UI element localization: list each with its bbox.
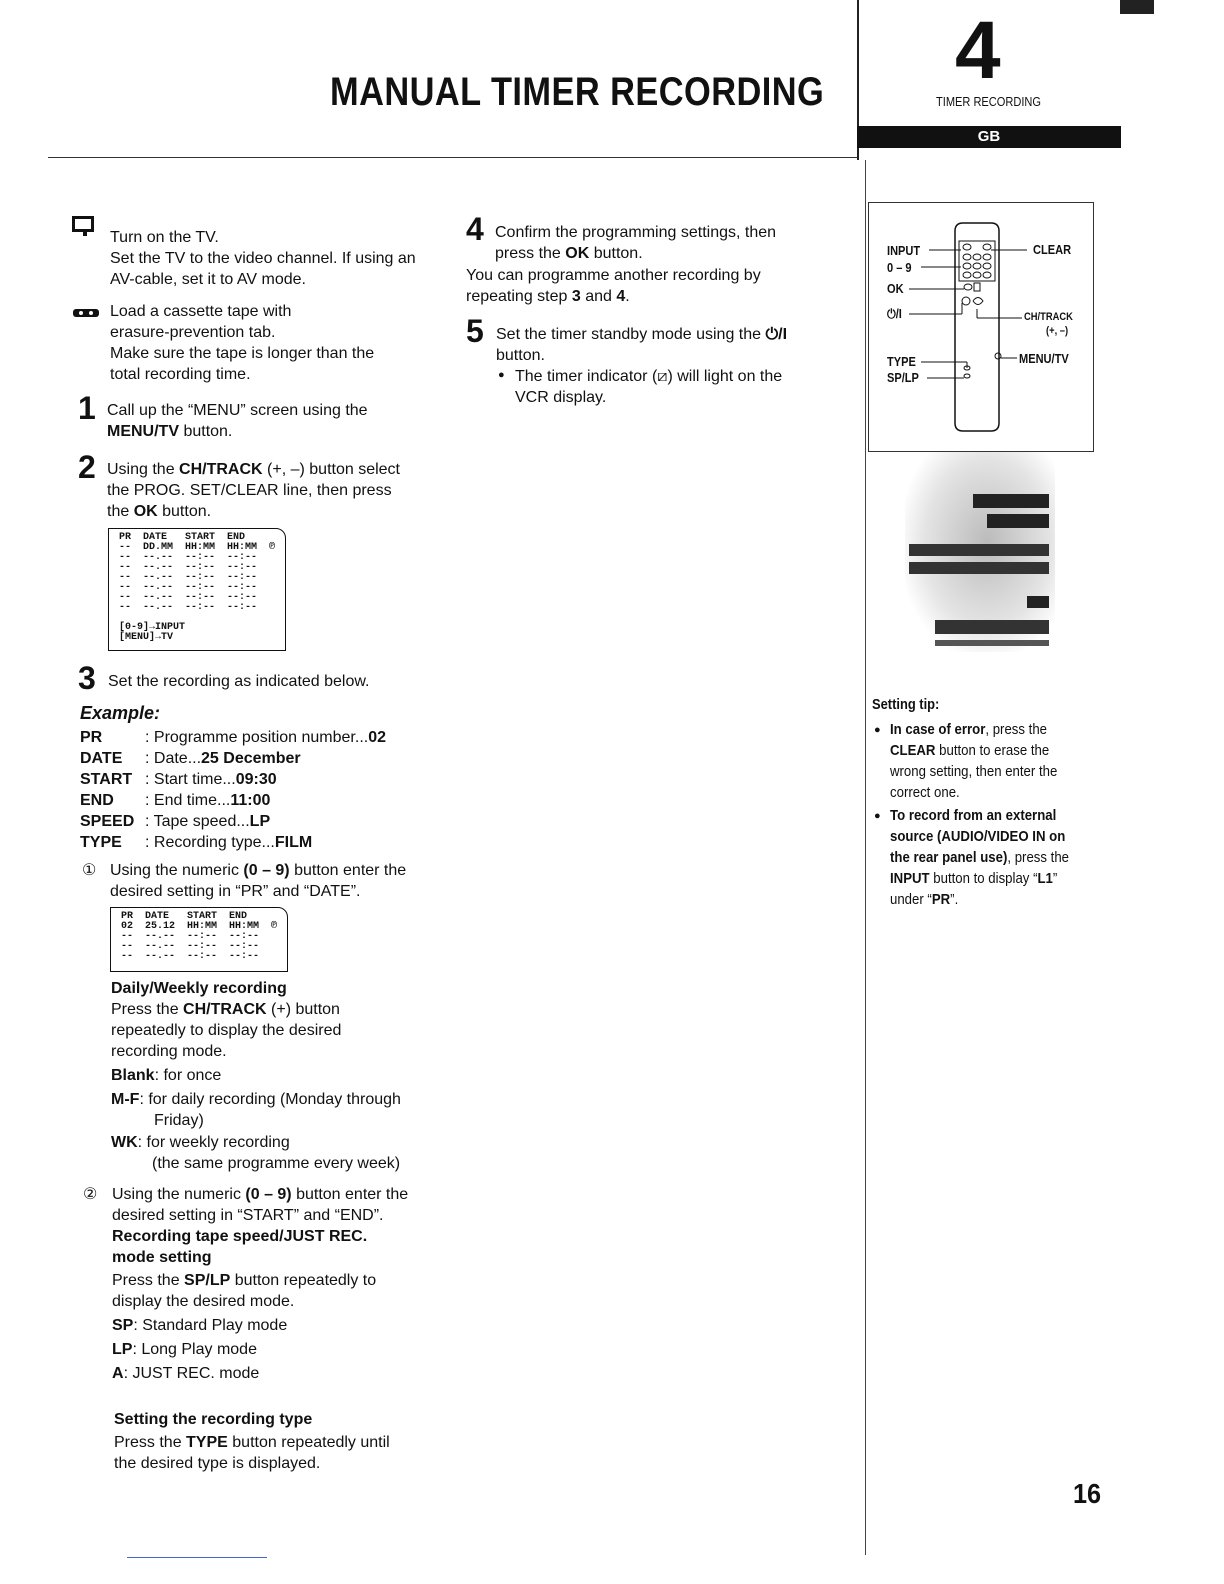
sub2-line2: desired setting in “START” and “END”. xyxy=(112,1207,384,1224)
mode-desc: : Long Play mode xyxy=(132,1341,257,1358)
example-desc: : Programme position number... xyxy=(145,729,369,746)
type-heading: Setting the recording type xyxy=(114,1411,313,1428)
speed-post: button repeatedly to xyxy=(230,1272,377,1289)
bullet-icon: ● xyxy=(874,810,881,822)
example-key: PR xyxy=(80,729,103,746)
step4-line2 xyxy=(495,243,643,264)
step5-line4: VCR display. xyxy=(515,389,607,406)
sub1-post: button enter the xyxy=(289,862,407,879)
step1-text xyxy=(107,400,437,442)
remote-label-digits: 0 – 9 xyxy=(887,260,912,275)
sub1-button: (0 – 9) xyxy=(243,862,290,879)
example-table xyxy=(80,727,440,853)
step2-pre: Using the xyxy=(107,461,180,478)
example-key: DATE xyxy=(80,750,123,767)
remote-label-power: ⏻/I xyxy=(887,306,902,321)
example-value: 02 xyxy=(368,729,387,746)
sub2-post: button enter the xyxy=(291,1186,409,1203)
step-number: 5 xyxy=(466,313,484,349)
speed-pre: Press the xyxy=(112,1272,185,1289)
bullet-icon: ● xyxy=(498,369,505,381)
remote-label-splp: SP/LP xyxy=(887,370,919,385)
daily-pre: Press the xyxy=(111,1001,184,1018)
cassette-icon xyxy=(73,308,99,317)
intro-cass-line4: total recording time. xyxy=(110,366,251,383)
step-number: 1 xyxy=(78,390,96,426)
intro-tv xyxy=(110,227,440,290)
mode-desc: : for daily recording (Monday through xyxy=(139,1091,401,1108)
step-number: 2 xyxy=(78,449,96,485)
step-number: 4 xyxy=(466,211,484,247)
example-value: 25 December xyxy=(201,750,301,767)
tip-error-text4: correct one. xyxy=(890,784,960,801)
step4-line3: You can programme another recording by xyxy=(466,267,761,284)
step4-line1: Confirm the programming settings, then xyxy=(495,224,777,241)
sub2-button: (0 – 9) xyxy=(245,1186,292,1203)
example-value: 11:00 xyxy=(230,792,271,809)
example-row xyxy=(80,748,440,769)
step5-line1 xyxy=(496,324,826,345)
daily-heading: Daily/Weekly recording xyxy=(111,980,287,997)
tip-clear-button: CLEAR xyxy=(890,742,936,759)
daily-weekly-section xyxy=(111,978,441,1174)
tip-error-text2: button to erase the xyxy=(935,742,1050,759)
example-desc: : Recording type... xyxy=(145,834,275,851)
speed-button: SP/LP xyxy=(184,1272,231,1289)
tip-external-bold3: the rear panel use) xyxy=(890,849,1008,866)
remote-diagram xyxy=(868,202,1094,452)
step1-after: button. xyxy=(179,423,233,440)
screen-photo xyxy=(905,452,1055,652)
example-row xyxy=(80,769,440,790)
step5-text: Set the timer standby mode using the xyxy=(496,326,766,343)
example-row xyxy=(80,727,440,748)
header-rule xyxy=(48,157,858,158)
intro-tv-line1: Turn on the TV. xyxy=(110,229,219,246)
type-pre: Press the xyxy=(114,1434,187,1451)
example-desc: : End time... xyxy=(145,792,231,809)
example-row xyxy=(80,832,440,853)
osd-screen-pr-date: PR DATE START END 02 25.12 HH:MM HH:MM ℗ -- --.-- --:-- --:-- -- --.-- --:-- --:-- -- --.-- --:-- --:-- xyxy=(110,907,288,972)
substep-marker: ② xyxy=(83,1186,98,1203)
page-title: MANUAL TIMER RECORDING xyxy=(330,70,825,114)
mode-desc: : for once xyxy=(154,1067,222,1084)
example-row xyxy=(80,790,440,811)
corner-tab xyxy=(1120,0,1154,14)
tip-pr: PR xyxy=(931,891,951,908)
step1-button: MENU/TV xyxy=(107,423,179,440)
intro-cass-line3: Make sure the tape is longer than the xyxy=(110,345,375,362)
bullet-icon: ● xyxy=(874,724,881,736)
mode-key: M-F xyxy=(111,1091,140,1108)
step1-line1: Call up the “MENU” screen using the xyxy=(107,402,368,419)
mode-desc: Friday) xyxy=(154,1112,204,1129)
example-label: Example: xyxy=(80,703,161,723)
step4-post2: button. xyxy=(589,245,643,262)
tip-error xyxy=(890,719,1101,803)
daily-line2: repeatedly to display the desired xyxy=(111,1022,342,1039)
chapter-label: TIMER RECORDING xyxy=(936,94,1041,109)
tip-external-text2: button to display “ xyxy=(929,870,1038,887)
step4-pre4: repeating step xyxy=(466,288,572,305)
example-desc: : Start time... xyxy=(145,771,236,788)
remote-label-menutv: MENU/TV xyxy=(1019,351,1069,366)
remote-label-chtrack: CH/TRACK xyxy=(1024,311,1073,323)
step2-post: (+, –) button select xyxy=(262,461,400,478)
example-key: SPEED xyxy=(80,813,135,830)
step2-post3: button. xyxy=(157,503,212,520)
type-section xyxy=(114,1409,444,1474)
chapter-number: 4 xyxy=(955,5,1001,96)
sub2-pre: Using the numeric xyxy=(112,1186,246,1203)
intro-tv-line3: AV-cable, set it to AV mode. xyxy=(110,271,306,288)
example-key: END xyxy=(80,792,114,809)
sub1-pre: Using the numeric xyxy=(110,862,244,879)
tip-external-text5: ”. xyxy=(950,891,959,908)
remote-label-clear: CLEAR xyxy=(1033,242,1072,257)
step4-ok-button: OK xyxy=(565,245,590,262)
example-row xyxy=(80,811,440,832)
step2-line2: the PROG. SET/CLEAR line, then press xyxy=(107,482,392,499)
mode-key: LP xyxy=(112,1341,133,1358)
power-button-label: ⏻/I xyxy=(765,326,788,343)
remote-label-ok: OK xyxy=(887,281,904,296)
intro-cass-line2: erasure-prevention tab. xyxy=(110,324,276,341)
step5-line2: button. xyxy=(496,347,545,364)
speed-heading: Recording tape speed/JUST REC. xyxy=(112,1228,368,1245)
type-post: button repeatedly until xyxy=(227,1434,390,1451)
tip-external-bold1: To record from an external xyxy=(890,807,1057,824)
example-value: FILM xyxy=(274,834,313,851)
example-desc: : Tape speed... xyxy=(145,813,250,830)
sub1-text xyxy=(110,860,440,902)
speed-heading2: mode setting xyxy=(112,1249,212,1266)
example-value: 09:30 xyxy=(235,771,277,788)
mode-key: SP xyxy=(112,1317,134,1334)
mode-key: WK xyxy=(111,1134,138,1151)
remote-label-input: INPUT xyxy=(887,243,921,258)
example-key: TYPE xyxy=(80,834,122,851)
tip-external-text1: , press the xyxy=(1007,849,1070,866)
step4-dot: . xyxy=(625,288,630,305)
remote-label-type: TYPE xyxy=(887,354,916,369)
daily-post: (+) button xyxy=(266,1001,340,1018)
step-ref: 3 xyxy=(571,288,581,305)
tip-external-text4: under “ xyxy=(890,891,932,908)
osd-screen-program-list: PR DATE START END -- DD.MM HH:MM HH:MM ℗ -- --.-- --:-- --:-- -- --.-- --:-- --:-- -- --.-- --:-- --:-- -- --.-- --:-- --:-- -- --.-- --:-- --:-- -- --.-- --:-- --:-- [0-9]→INPUT [MENU]→TV xyxy=(108,528,286,651)
example-key: START xyxy=(80,771,133,788)
step2-text xyxy=(107,459,437,522)
region-badge: GB xyxy=(857,126,1121,148)
mode-key: A xyxy=(112,1365,124,1382)
tip-l1: L1 xyxy=(1037,870,1053,887)
page-number: 16 xyxy=(1073,1478,1102,1509)
step5-line3: The timer indicator (⧄) will light on the xyxy=(515,368,783,385)
step4-pre2: press the xyxy=(495,245,566,262)
sub2-text xyxy=(112,1184,442,1384)
type-button: TYPE xyxy=(186,1434,228,1451)
intro-tv-line2: Set the TV to the video channel. If using an xyxy=(110,250,416,267)
step4-and: and xyxy=(580,288,617,305)
tip-error-bold: In case of error xyxy=(890,721,986,738)
tip-external-bold2: source (AUDIO/VIDEO IN on xyxy=(890,828,1066,845)
mode-desc: : JUST REC. mode xyxy=(123,1365,260,1382)
intro-cass-line1: Load a cassette tape with xyxy=(110,303,292,320)
step2-ok-button: OK xyxy=(133,503,158,520)
step4-line4 xyxy=(466,286,630,307)
tip-input-button: INPUT xyxy=(890,870,930,887)
substep-marker: ① xyxy=(82,862,97,879)
tip-external-text3: ” xyxy=(1052,870,1058,887)
tip-error-text3: wrong setting, then enter the xyxy=(890,763,1058,780)
tip-error-text: , press the xyxy=(985,721,1048,738)
tips-heading: Setting tip: xyxy=(872,696,940,713)
intro-cassette xyxy=(110,301,440,385)
type-line2: the desired type is displayed. xyxy=(114,1455,321,1472)
daily-line3: recording mode. xyxy=(111,1043,227,1060)
footer-link-line xyxy=(127,1557,267,1558)
remote-label-chtrack-sub: (+, –) xyxy=(1046,325,1069,337)
mode-key: Blank xyxy=(111,1067,155,1084)
mode-desc: : Standard Play mode xyxy=(133,1317,288,1334)
step-number: 3 xyxy=(78,660,96,696)
step2-button: CH/TRACK xyxy=(179,461,263,478)
step2-pre3: the xyxy=(107,503,134,520)
tip-external xyxy=(890,805,1110,910)
example-value: LP xyxy=(249,813,271,830)
column-divider xyxy=(865,160,866,1555)
tv-icon xyxy=(72,216,94,232)
mode-desc: (the same programme every week) xyxy=(152,1155,401,1172)
sub1-line2: desired setting in “PR” and “DATE”. xyxy=(110,883,361,900)
step3-line1: Set the recording as indicated below. xyxy=(108,673,370,690)
example-desc: : Date... xyxy=(145,750,202,767)
mode-desc: : for weekly recording xyxy=(137,1134,290,1151)
daily-button: CH/TRACK xyxy=(183,1001,267,1018)
speed-line2: display the desired mode. xyxy=(112,1293,295,1310)
step-ref: 4 xyxy=(616,288,626,305)
step5-bullet-text xyxy=(515,366,835,408)
